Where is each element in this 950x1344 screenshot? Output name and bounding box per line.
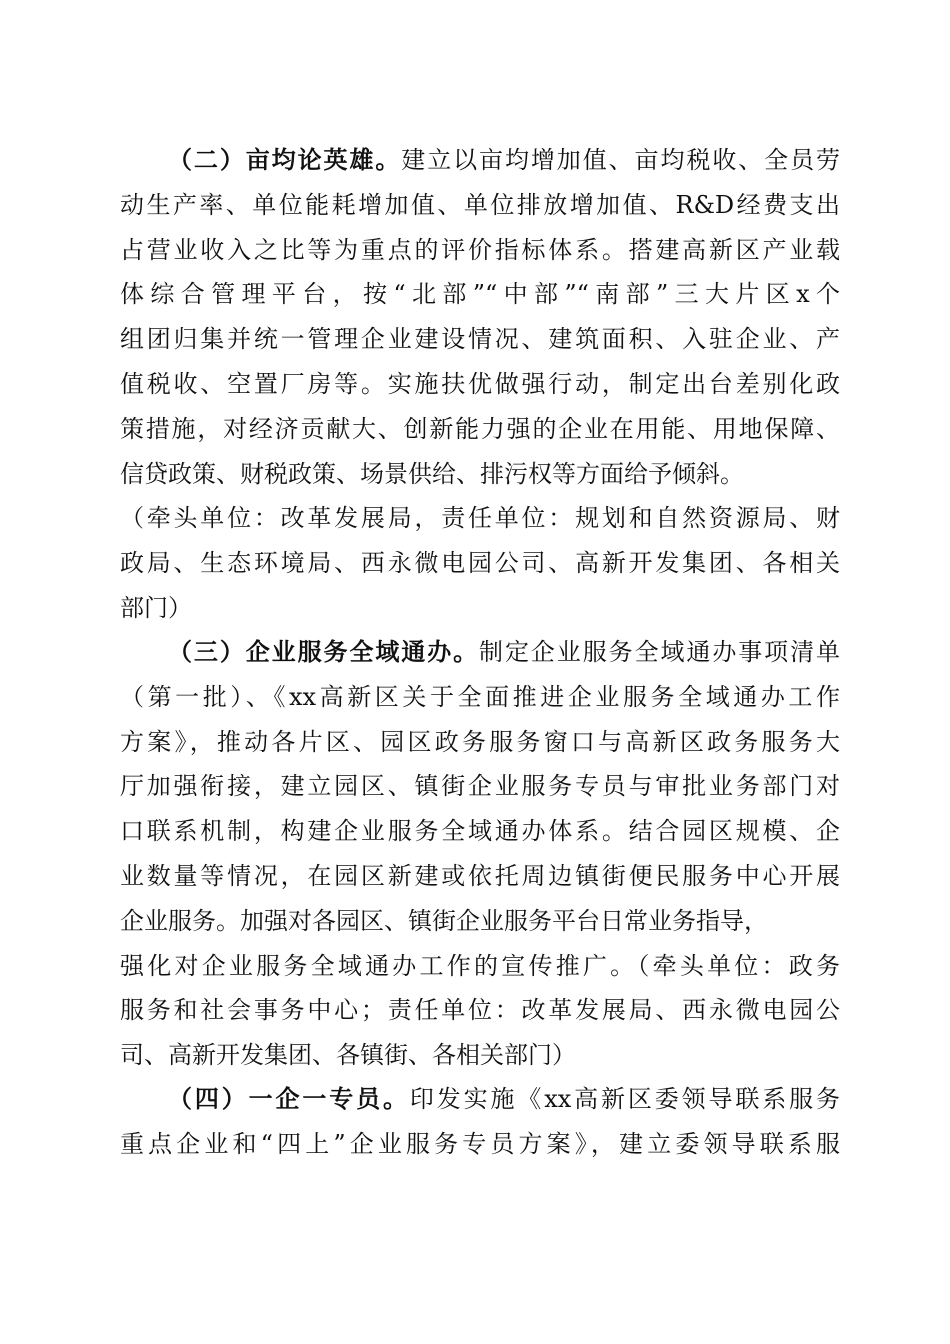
paragraph-line: 服务和社会事务中心；责任单位：改革发展局、西永微电园公 xyxy=(120,996,840,1025)
paragraph-line: 厅加强衔接，建立园区、镇街企业服务专员与审批业务部门对 xyxy=(120,772,840,801)
section-heading: （二）亩均论英雄。 xyxy=(168,145,402,174)
paragraph-line: 司、高新开发集团、各镇街、各相关部门） xyxy=(120,1041,576,1070)
paragraph-line: 部门） xyxy=(120,593,192,622)
paragraph-first-line xyxy=(120,1077,840,1122)
paragraph-3 xyxy=(120,630,840,1078)
paragraph-2 xyxy=(120,138,840,631)
paragraph-line: （牵头单位：改革发展局，责任单位：规划和自然资源局、财 xyxy=(120,504,840,533)
paragraph-text: 建立以亩均增加值、亩均税收、全员劳 xyxy=(401,146,840,174)
paragraph-line: 重点企业和“四上”企业服务专员方案》，建立委领导联系服 xyxy=(120,1129,840,1158)
paragraph-text: 制定企业服务全域通办事项清单 xyxy=(479,638,841,666)
paragraph-first-line xyxy=(120,138,840,183)
paragraph-line: 口联系机制，构建企业服务全域通办体系。结合园区规模、企 xyxy=(120,817,840,846)
paragraph-line: 业数量等情况，在园区新建或依托周边镇街便民服务中心开展 xyxy=(120,861,840,890)
section-heading: （四）一企一专员。 xyxy=(168,1084,410,1113)
paragraph-line: 信贷政策、财税政策、场景供给、排污权等方面给予倾斜。 xyxy=(120,459,744,488)
paragraph-line: 方案》，推动各片区、园区政务服务窗口与高新区政务服务大 xyxy=(120,727,840,756)
paragraph-line: 占营业收入之比等为重点的评价指标体系。搭建高新区产业载 xyxy=(120,235,840,264)
section-heading: （三）企业服务全域通办。 xyxy=(168,637,480,666)
paragraph-line: 动生产率、单位能耗增加值、单位排放增加值、R&D经费支出 xyxy=(120,190,840,219)
paragraph-line: 强化对企业服务全域通办工作的宣传推广。（牵头单位：政务 xyxy=(120,951,840,980)
paragraph-line: 策措施，对经济贡献大、创新能力强的企业在用能、用地保障、 xyxy=(120,414,840,443)
paragraph-line: （第一批）、《xx高新区关于全面推进企业服务全域通办工作 xyxy=(120,682,840,711)
paragraph-line: 体综合管理平台，按“北部”“中部”“南部”三大片区x个 xyxy=(120,280,840,309)
paragraph-line: 企业服务。加强对各园区、镇街企业服务平台日常业务指导， xyxy=(120,906,768,935)
paragraph-first-line xyxy=(120,630,840,675)
paragraph-4 xyxy=(120,1077,840,1167)
paragraph-line: 政局、生态环境局、西永微电园公司、高新开发集团、各相关 xyxy=(120,549,840,578)
paragraph-text: 印发实施《xx高新区委领导联系服务 xyxy=(409,1085,841,1113)
paragraph-line: 组团归集并统一管理企业建设情况、建筑面积、入驻企业、产 xyxy=(120,325,840,354)
paragraph-line: 值税收、空置厂房等。实施扶优做强行动，制定出台差别化政 xyxy=(120,369,840,398)
